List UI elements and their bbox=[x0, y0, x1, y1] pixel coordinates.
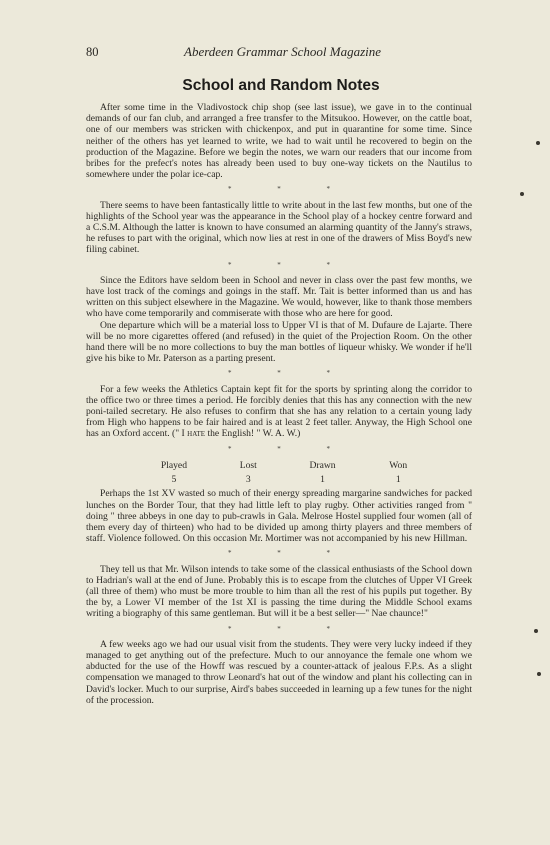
header-drawn: Drawn bbox=[309, 459, 336, 471]
header-won: Won bbox=[389, 459, 408, 471]
section-separator: * * * bbox=[228, 185, 352, 194]
paragraph-1: After some time in the Vladivostock chip shop (see last issue), we gave in to the continual demands of our fan club, and arranged a free transfer to the Mitsukoo. However, on the cattle boat, one of our members was stricken with chickenpox, and put in quarantine for some time. Since neither of the others has yet learned to write, we had to wait until he recovered to begin on the production of the Magazine. Before we begin the notes, we warn our readers that our income from bribes for the prefect's notes has already been used to buy one-way tickets on the Nautilus to somewhere under the polar ice-cap. bbox=[86, 102, 472, 181]
margin-speck bbox=[520, 192, 524, 196]
article-title: School and Random Notes bbox=[182, 77, 380, 94]
paragraph-8: A few weeks ago we had our usual visit from the students. They were very lucky indeed if they managed to get anything out of the prefecture. Much to our annoyance the female one whom we abducted for the use of the Howff was rescued by a counter-attack of jealous F.P.s. As a slight compensation we managed to throw Leonard's hat out of the window and plant his collecting can in David's locker. Much to our surprise, Aird's babes succeeded in learning up a few tunes for the night of the procession. bbox=[86, 638, 472, 706]
header-played: Played bbox=[160, 459, 187, 471]
paragraph-5-text-a: For a few weeks the Athletics Captain kept fit for the sports by sprinting along the corridor to the office two or three times a period. He forcibly denies that this has any connection with the new poni-tailed secretary. He also refuses to confirm that she has any relation to a certain young lady from High who happens to be fair haired and is at least 2 feet taller. Anyway, the High School one has an Oxford accent. (" I bbox=[86, 383, 472, 440]
magazine-title: Aberdeen Grammar School Magazine bbox=[184, 44, 382, 59]
paragraph-6: Perhaps the 1st XV wasted so much of their energy spreading margarine sandwiches for packed lunches on the Border Tour, that they had little left to play rugby. Other activities ranged from " doing " three abbeys in one day to pub-crawls in Gala. Melrose Hostel supplied four women (all of them every day of thirteen) who had to be divided up among thirty players and three members of staff. Violence followed. On this occasion Mr. Mortimer was not accompanied by his new Hillman. bbox=[86, 488, 472, 545]
paragraph-3: Since the Editors have seldom been in School and never in class over the past few months, we have lost track of the comings and goings in the staff. Mr. Tait is better informed than us and has written on this subject elsewhere in the Magazine. We would, however, like to thank those members who have come temporarily and commiserate with those who are here for good. bbox=[86, 274, 472, 320]
paragraph-4: One departure which will be a material loss to Upper VI is that of M. Dufaure de Lajarte. There will be no more cigarettes offered (and refused) in the quiet of the Projection Room. On the other hand there will be no more collections to buy the man bottles of liqueur whisky. We wonder if he'll give his bike to Mr. Paterson as a parting present. bbox=[86, 319, 472, 365]
table-row bbox=[129, 473, 429, 487]
header-lost: Lost bbox=[239, 459, 257, 471]
value-drawn: 1 bbox=[320, 474, 325, 486]
section-separator: * * * bbox=[228, 549, 352, 558]
section-separator: * * * bbox=[228, 624, 352, 633]
margin-speck bbox=[537, 672, 541, 676]
paragraph-2: There seems to have been fantastically little to write about in the last few months, but one of the highlights of the School year was the appearance in the School play of a hockey centre forward and a C.S.M. Although the latter is known to have consumed an alarming quantity of the Janny's straws, he refuses to part with the original, which now lies at rest in one of the drawers of Miss Boyd's new filing cabinet. bbox=[86, 199, 472, 256]
paragraph-7: They tell us that Mr. Wilson intends to take some of the classical enthusiasts of the School down to Hadrian's wall at the end of June. Probably this is to escape from the clutches of Upper VI Greek (all three of them) who must be more trouble to him than all the rest of his pupils put together. By the by, a Lower VI member of the 1st XI is passing the time during the Middle School exams writing a biography of this same gentleman. But will it be a best seller—" Nae chaunce!" bbox=[86, 563, 472, 620]
section-separator: * * * bbox=[228, 444, 352, 453]
paragraph-5 bbox=[86, 384, 472, 440]
value-won: 1 bbox=[395, 474, 401, 486]
page-number: 80 bbox=[86, 45, 99, 59]
value-lost: 3 bbox=[245, 474, 251, 486]
table-header-row bbox=[129, 459, 429, 473]
rugby-results-table bbox=[129, 459, 429, 487]
margin-speck bbox=[536, 141, 540, 145]
section-separator: * * * bbox=[228, 369, 352, 378]
margin-speck bbox=[534, 629, 538, 633]
value-played: 5 bbox=[171, 474, 177, 486]
article-body bbox=[86, 102, 472, 706]
page-header bbox=[86, 44, 476, 60]
section-separator: * * * bbox=[228, 260, 352, 269]
paragraph-5-small-caps: hate bbox=[187, 428, 206, 440]
paragraph-5-text-b: the English! " W. A. W.) bbox=[205, 428, 301, 440]
